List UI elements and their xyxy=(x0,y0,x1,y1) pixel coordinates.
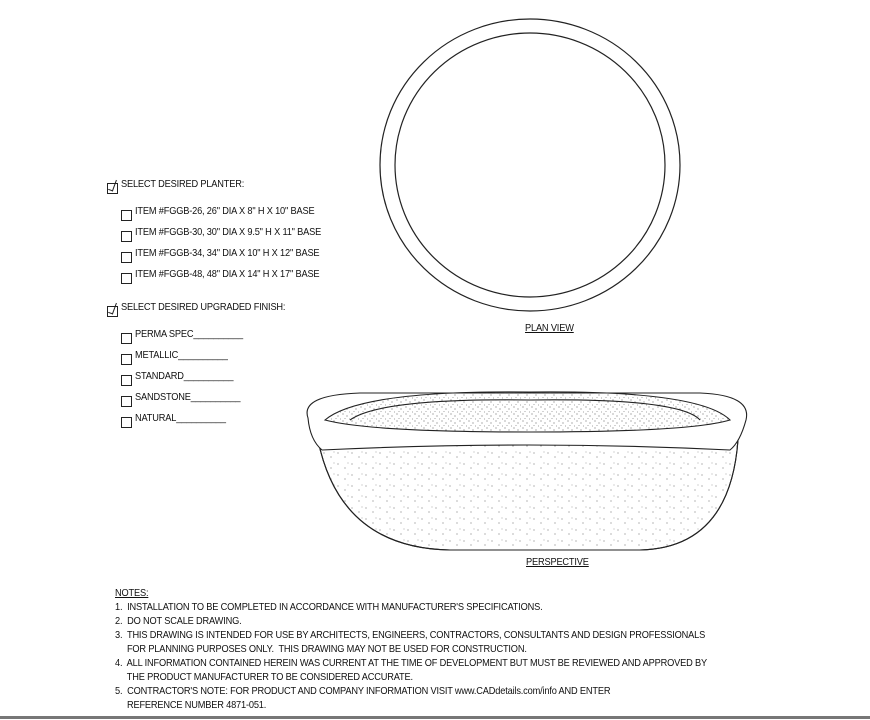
planter-option-label: ITEM #FGGB-26, 26" DIA X 8" H X 10" BASE xyxy=(135,205,315,217)
plan-view-label: PLAN VIEW xyxy=(525,322,574,334)
planter-option-label: ITEM #FGGB-34, 34" DIA X 10" H X 12" BASE xyxy=(135,247,320,259)
planter-option-label: ITEM #FGGB-48, 48" DIA X 14" H X 17" BASE xyxy=(135,268,320,280)
finish-option-checkbox[interactable] xyxy=(121,375,132,386)
finish-option-label: SANDSTONE__________ xyxy=(135,391,241,403)
note-line: 5. CONTRACTOR'S NOTE: FOR PRODUCT AND COMPANY INFORMATION VISIT www.CADdetails.com/info AND ENTER xyxy=(115,685,611,697)
finish-option-checkbox[interactable] xyxy=(121,417,132,428)
planter-option-checkbox[interactable] xyxy=(121,273,132,284)
perspective-drawing xyxy=(307,392,747,550)
note-line: 1. INSTALLATION TO BE COMPLETED IN ACCORDANCE WITH MANUFACTURER'S SPECIFICATIONS. xyxy=(115,601,543,613)
finish-option-label: NATURAL__________ xyxy=(135,412,226,424)
perspective-label: PERSPECTIVE xyxy=(526,556,589,568)
note-line: 3. THIS DRAWING IS INTENDED FOR USE BY ARCHITECTS, ENGINEERS, CONTRACTORS, CONSULTANTS AND DESIGN PROFESSIONALS xyxy=(115,629,706,641)
finish-option-checkbox[interactable] xyxy=(121,396,132,407)
finish-section-heading: SELECT DESIRED UPGRADED FINISH: xyxy=(121,301,286,313)
finish-option-label: STANDARD__________ xyxy=(135,370,234,382)
notes-title: NOTES: xyxy=(115,587,149,599)
note-line: FOR PLANNING PURPOSES ONLY. THIS DRAWING MAY NOT BE USED FOR CONSTRUCTION. xyxy=(115,643,527,655)
planter-option-checkbox[interactable] xyxy=(121,252,132,263)
planter-option-checkbox[interactable] xyxy=(121,231,132,242)
note-line: 4. ALL INFORMATION CONTAINED HEREIN WAS CURRENT AT THE TIME OF DEVELOPMENT BUT MUST BE REVIEWED AND APPROVED BY xyxy=(115,657,707,669)
planter-section-checkbox[interactable] xyxy=(107,183,118,194)
plan-view-drawing xyxy=(380,19,680,311)
note-line: REFERENCE NUMBER 4871-051. xyxy=(115,699,267,711)
planter-option-label: ITEM #FGGB-30, 30" DIA X 9.5" H X 11" BASE xyxy=(135,226,322,238)
planter-option-checkbox[interactable] xyxy=(121,210,132,221)
finish-option-checkbox[interactable] xyxy=(121,354,132,365)
finish-section-checkbox[interactable] xyxy=(107,306,118,317)
finish-option-checkbox[interactable] xyxy=(121,333,132,344)
finish-option-label: PERMA SPEC__________ xyxy=(135,328,243,340)
note-line: THE PRODUCT MANUFACTURER TO BE CONSIDERED ACCURATE. xyxy=(115,671,413,683)
planter-section-heading: SELECT DESIRED PLANTER: xyxy=(121,178,245,190)
finish-option-label: METALLIC__________ xyxy=(135,349,228,361)
note-line: 2. DO NOT SCALE DRAWING. xyxy=(115,615,242,627)
bottom-border-line xyxy=(0,716,870,719)
